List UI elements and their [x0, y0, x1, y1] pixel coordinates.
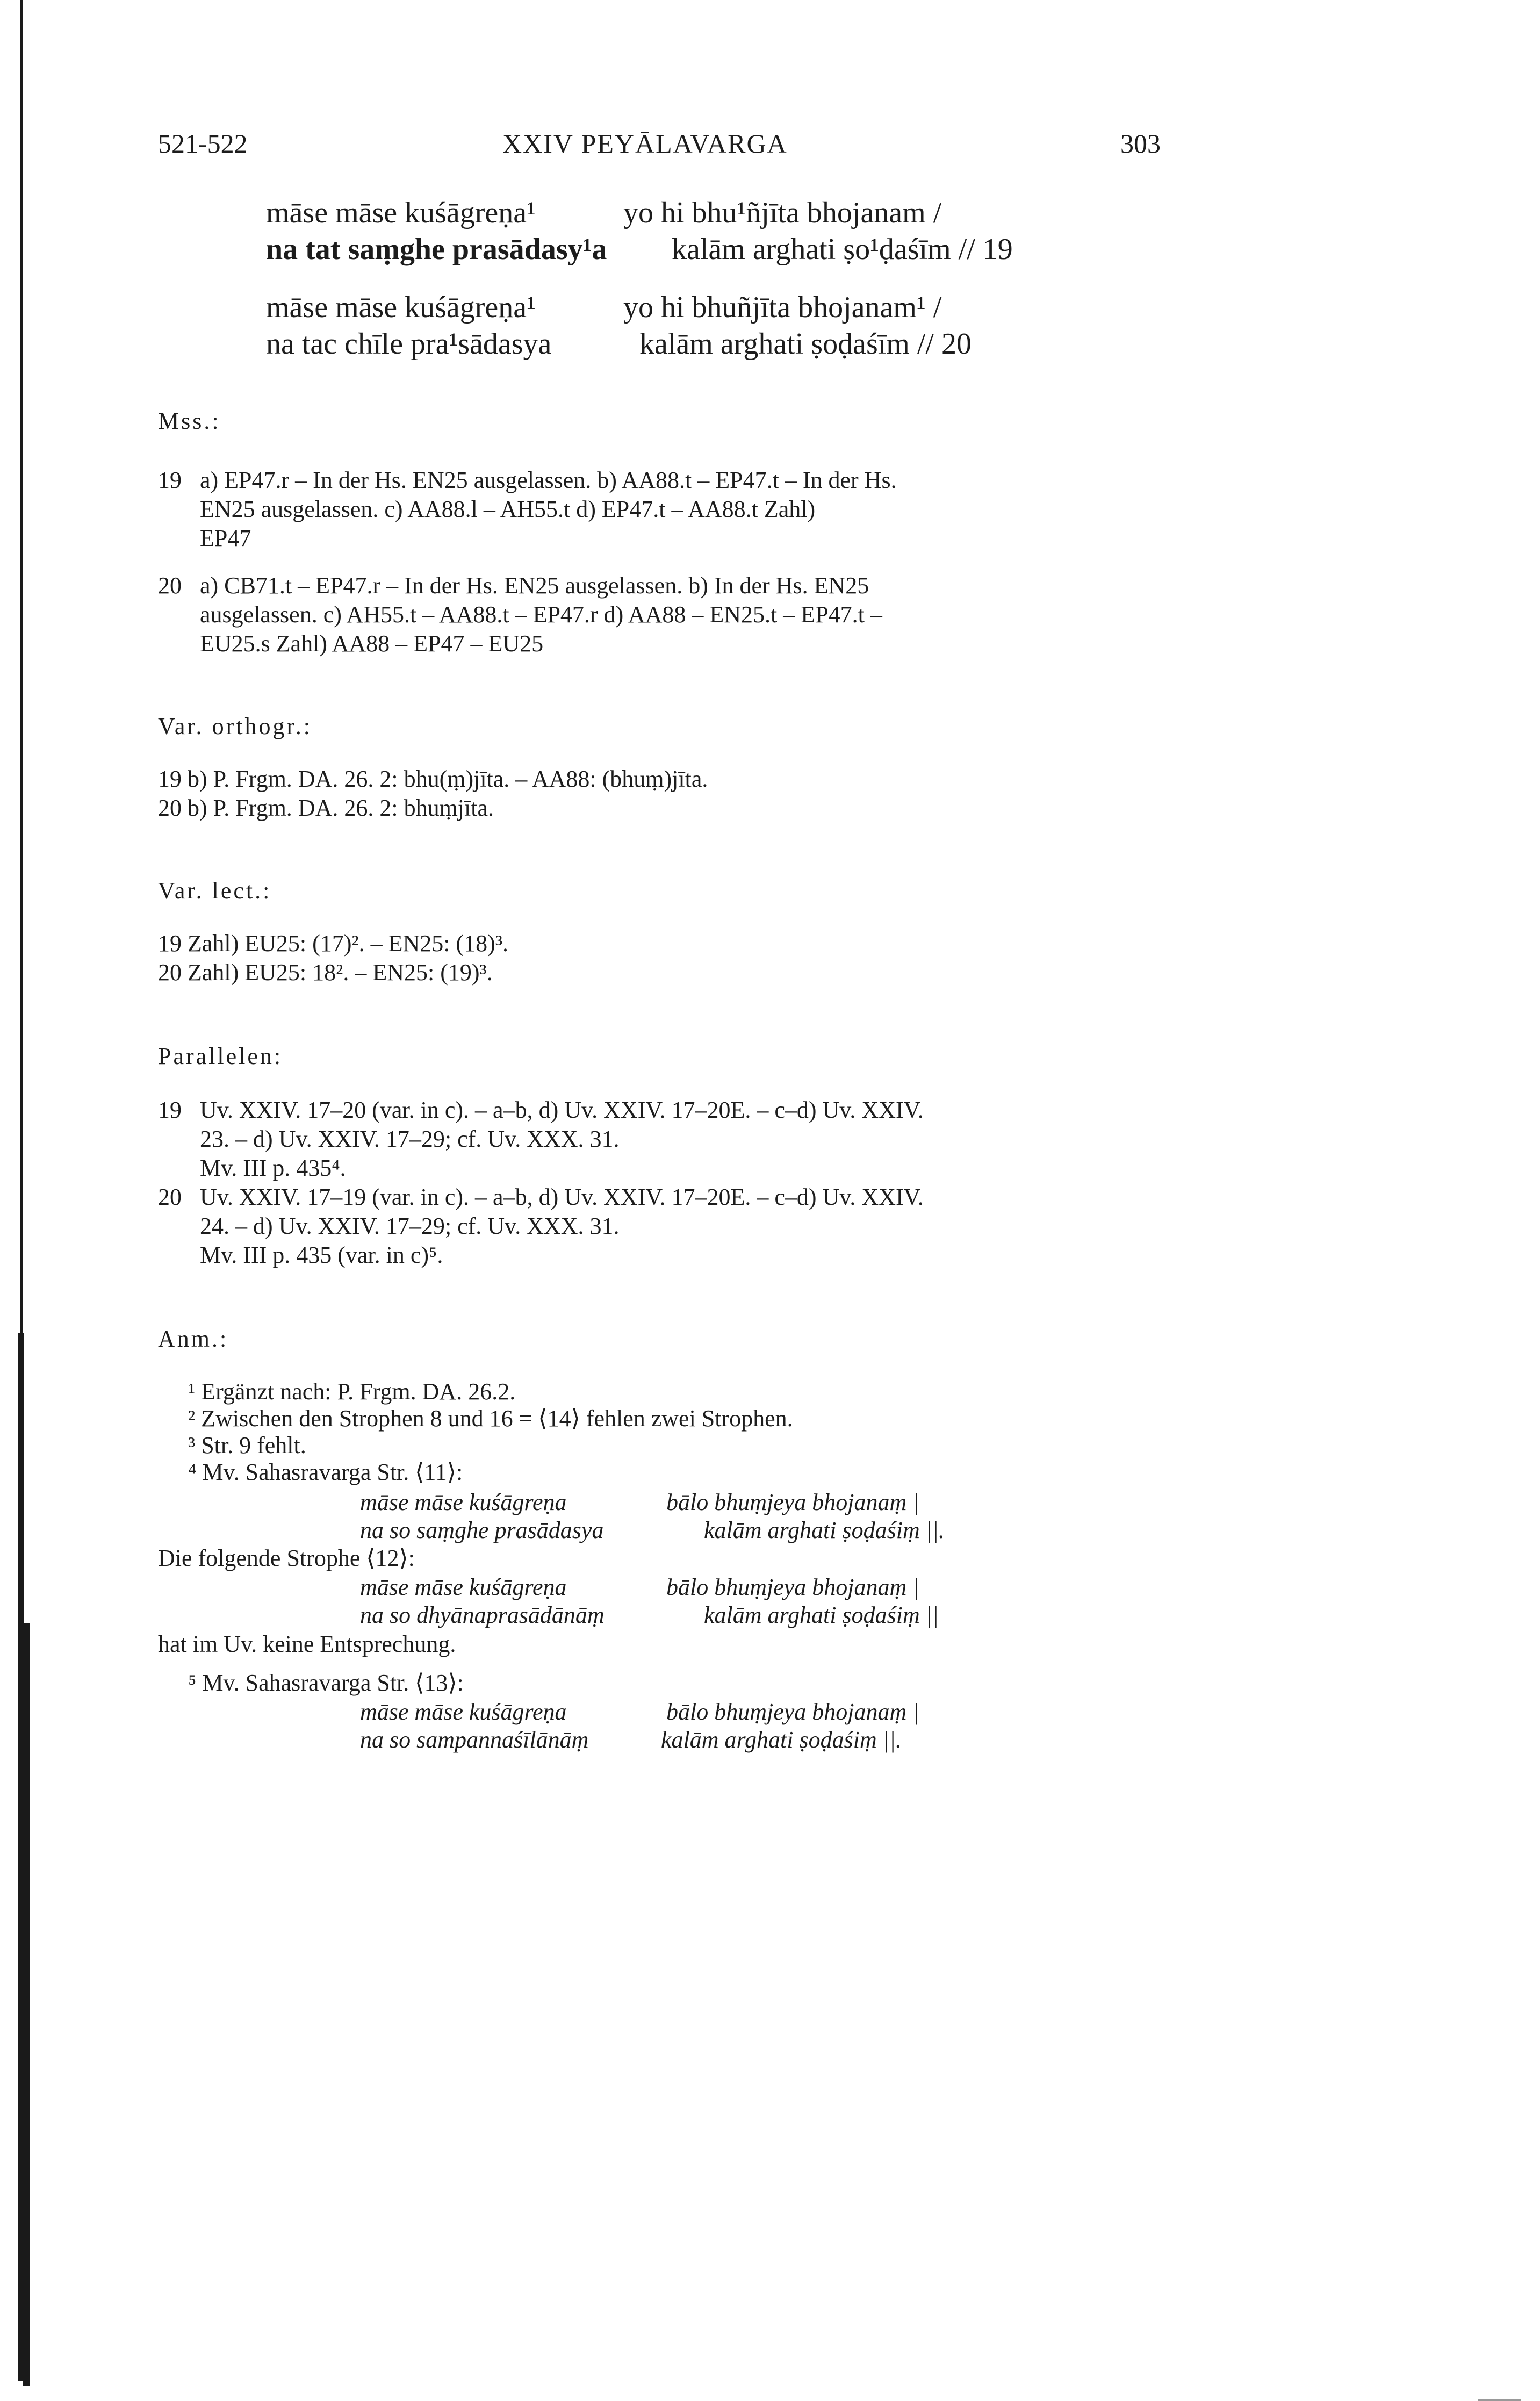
lect-20: 20 Zahl) EU25: 18². – EN25: (19)³. [158, 959, 493, 986]
footnote-5: ⁵ Mv. Sahasravarga Str. ⟨13⟩: [188, 1670, 464, 1696]
parallel-19-line2: 23. – d) Uv. XXIV. 17–29; cf. Uv. XXX. 31. [200, 1126, 620, 1152]
quote3-line1-a: māse māse kuśāgreṇa [360, 1699, 567, 1725]
section-heading-anm: Anm.: [158, 1326, 229, 1352]
mss-20-line1: a) CB71.t – EP47.r – In der Hs. EN25 ausgelassen. b) In der Hs. EN25 [200, 572, 869, 599]
header-page-number: 303 [1120, 128, 1161, 159]
binding-edge-line [20, 0, 23, 1333]
quote1-line2-a: na so saṃghe prasādasya [360, 1517, 604, 1543]
mss-19-line2: EN25 ausgelassen. c) AA88.l – AH55.t d) EP47.t – AA88.t Zahl) [200, 496, 816, 522]
orthogr-20: 20 b) P. Frgm. DA. 26. 2: bhuṃjīta. [158, 795, 494, 821]
header-chapter-title: XXIV PEYĀLAVARGA [502, 128, 788, 159]
lect-19: 19 Zahl) EU25: (17)². – EN25: (18)³. [158, 930, 509, 957]
mss-20-line3: EU25.s Zahl) AA88 – EP47 – EU25 [200, 630, 544, 657]
footnote-1: ¹ Ergänzt nach: P. Frgm. DA. 26.2. [188, 1378, 516, 1405]
parallel-19-line1: Uv. XXIV. 17–20 (var. in c). – a–b, d) Uv. XXIV. 17–20E. – c–d) Uv. XXIV. [200, 1097, 924, 1123]
mss-number-20: 20 [158, 572, 182, 599]
following-strophe-text: Die folgende Strophe ⟨12⟩: [158, 1545, 415, 1571]
parallel-20-line2: 24. – d) Uv. XXIV. 17–29; cf. Uv. XXX. 31. [200, 1213, 620, 1239]
section-heading-mss: Mss.: [158, 408, 221, 434]
section-heading-var-lect: Var. lect.: [158, 878, 272, 904]
verse-19-line1-left: māse māse kuśāgreṇa¹ [266, 196, 536, 229]
quote2-line1-a: māse māse kuśāgreṇa [360, 1574, 567, 1600]
verse-19-line2-left: na tat saṃghe prasādasy¹a [266, 233, 607, 266]
binding-edge-line-bottom [23, 1623, 30, 2386]
verse-20-line1-right: yo hi bhuñjīta bhojanam¹ / [623, 291, 942, 324]
verse-20-line1-left: māse māse kuśāgreṇa¹ [266, 291, 536, 324]
mss-19-line1: a) EP47.r – In der Hs. EN25 ausgelassen. b) AA88.t – EP47.t – In der Hs. [200, 467, 897, 493]
parallel-20-line3: Mv. III p. 435 (var. in c)⁵. [200, 1242, 443, 1268]
quote3-line1-b: bālo bhuṃjeya bhojanaṃ | [666, 1699, 919, 1725]
mss-number-19: 19 [158, 467, 182, 493]
header-page-range: 521-522 [158, 128, 248, 159]
quote3-line2-a: na so sampannaśīlānāṃ [360, 1727, 589, 1753]
footnote-2: ² Zwischen den Strophen 8 und 16 = ⟨14⟩ fehlen zwei Strophen. [188, 1405, 793, 1432]
mss-19-line3: EP47 [200, 525, 251, 551]
quote2-line1-b: bālo bhuṃjeya bhojanaṃ | [666, 1574, 919, 1600]
quote2-line2-a: na so dhyānaprasādānāṃ [360, 1602, 605, 1628]
verse-20-line2-right: kalām arghati ṣoḍaśīm // 20 [639, 327, 972, 361]
parallel-number-19: 19 [158, 1097, 182, 1123]
orthogr-19: 19 b) P. Frgm. DA. 26. 2: bhu(ṃ)jīta. – AA88: (bhuṃ)jīta. [158, 766, 708, 792]
verse-19-line1-right: yo hi bhu¹ñjīta bhojanam / [623, 196, 942, 229]
no-equivalent-text: hat im Uv. keine Entsprechung. [158, 1631, 456, 1657]
quote1-line1-a: māse māse kuśāgreṇa [360, 1489, 567, 1515]
parallel-20-line1: Uv. XXIV. 17–19 (var. in c). – a–b, d) Uv. XXIV. 17–20E. – c–d) Uv. XXIV. [200, 1184, 924, 1210]
verse-20-line2-left: na tac chīle pra¹sādasya [266, 327, 552, 361]
quote2-line2-b: kalām arghati ṣoḍaśiṃ || [704, 1602, 939, 1628]
quote1-line1-b: bālo bhuṃjeya bhojanaṃ | [666, 1489, 919, 1515]
parallel-number-20: 20 [158, 1184, 182, 1210]
quote3-line2-b: kalām arghati ṣoḍaśiṃ ||. [661, 1727, 902, 1753]
mss-20-line2: ausgelassen. c) AH55.t – AA88.t – EP47.r d) AA88 – EN25.t – EP47.t – [200, 601, 882, 628]
verse-19-line2-right: kalām arghati ṣo¹ḍaśīm // 19 [672, 233, 1013, 266]
parallel-19-line3: Mv. III p. 435⁴. [200, 1155, 346, 1181]
section-heading-parallelen: Parallelen: [158, 1043, 283, 1069]
footnote-4: ⁴ Mv. Sahasravarga Str. ⟨11⟩: [188, 1459, 463, 1485]
footnote-3: ³ Str. 9 fehlt. [188, 1432, 306, 1458]
section-heading-var-orthogr: Var. orthogr.: [158, 713, 312, 739]
quote1-line2-b: kalām arghati ṣoḍaśiṃ ||. [704, 1517, 945, 1543]
